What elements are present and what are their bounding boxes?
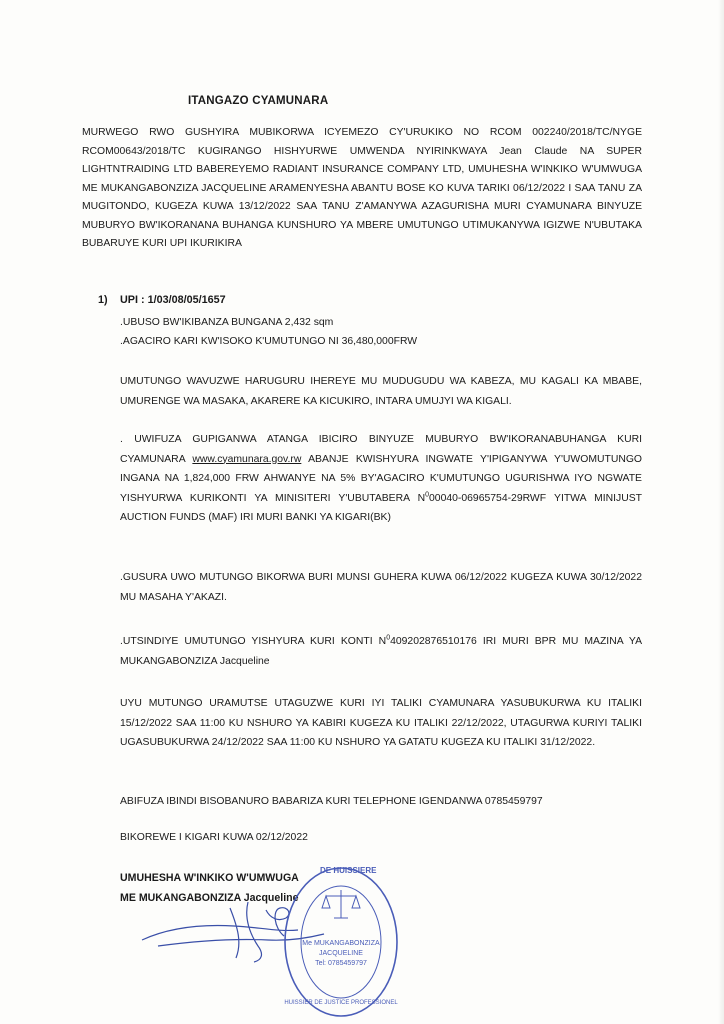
signer-role: UMUHESHA W'INKIKO W'UMWUGA bbox=[120, 872, 299, 884]
signer-name: ME MUKANGABONZIZA Jacqueline bbox=[120, 892, 299, 904]
stamp-line-2: JACQUELINE bbox=[319, 950, 363, 957]
stamp-line-1: Me MUKANGABONZIZA bbox=[302, 940, 380, 947]
visit-paragraph: .GUSURA UWO MUTUNGO BIKORWA BURI MUNSI GUHERA KUWA 06/12/2022 KUGEZA KUWA 30/12/2022 MU MASAHA Y'AKAZI. bbox=[120, 572, 642, 603]
place-date-line: BIKOREWE I KIGARI KUWA 02/12/2022 bbox=[120, 832, 308, 843]
contact-line: ABIFUZA IBINDI BISOBANURO BABARIZA KURI TELEPHONE IGENDANWA 0785459797 bbox=[120, 796, 543, 807]
bid-text-3: 00040-06965754-29RWF YITWA MINIJUST AUCTION FUNDS (MAF) IRI MURI BANKI YA KIGARI(BK) bbox=[120, 492, 642, 523]
document-title: ITANGAZO CYAMUNARA bbox=[188, 95, 329, 107]
winner-superscript: 0 bbox=[386, 634, 391, 642]
intro-paragraph: MURWEGO RWO GUSHYIRA MUBIKORWA ICYEMEZO CY'URUKIKO NO RCOM 002240/2018/TC/NYGE RCOM00643/2018/TC KUGIRANGO HISHYURWE UMWENDA NYIRINKWAYA Jean Claude NA SUPER LIGHTNTRAIDING LTD BABEREYEMO RADIANT INSURANCE COMPANY LTD, UMUHESHA W'INKIKO W'UMWUGA ME MUKANGABONZIZA JACQUELINE ARAMENYESHA ABANTU BOSE KO KUVA TARIKI 06/12/2022 I SAA TANU ZA MUGITONDO, KUGEZA KUWA 13/12/2022 SAA TANU Z'AMANYWA AZAGURISHA MURI CYAMUNARA BINYUZE MUBURYO BW'IKORANANA BUHANGA KUNSHURO YA MBERE UMUTUNGO UTIMUKANYWA IGIZWE N'UBUTAKA BUBARUYE KURI UPI IKURIKIRA bbox=[82, 127, 642, 249]
bid-paragraph bbox=[120, 430, 642, 528]
upi-list-number: 1) bbox=[98, 294, 108, 306]
upi-heading bbox=[98, 294, 226, 306]
stamp-line-3: Tel: 0785459797 bbox=[315, 960, 367, 967]
stamp-ring-bottom: HUISSIER DE JUSTICE PROFESSIONEL bbox=[284, 1000, 398, 1006]
winner-paragraph bbox=[120, 632, 642, 671]
stamp-ring-top: DE HUISSIERE bbox=[320, 866, 377, 875]
stamp-text-group bbox=[282, 860, 400, 1020]
bid-superscript: 0 bbox=[425, 491, 430, 499]
location-paragraph: UMUTUNGO WAVUZWE HARUGURU IHEREYE MU MUDUGUDU WA KABEZA, MU KAGALI KA MBABE, UMURENGE WA MASAKA, AKARERE KA KICUKIRO, INTARA UMUJYI WA KIGALI. bbox=[120, 376, 642, 407]
page-edge-shadow bbox=[718, 0, 724, 1024]
winner-text-2: 409202876510176 IRI MURI BPR MU MAZINA YA MUKANGABONZIZA Jacqueline bbox=[120, 636, 643, 667]
bid-text-1: . UWIFUZA GUPIGANWA ATANGA IBICIRO BINYUZE MUBURYO BW'IKORANABUHANGA KURI CYAMUNARA bbox=[120, 434, 642, 465]
schedule-paragraph: UYU MUTUNGO URAMUTSE UTAGUZWE KURI IYI TALIKI CYAMUNARA YASUBUKURWA KU ITALIKI 15/12/2022 SAA 11:00 KU NSHURO YA KABIRI KUGEZA KU ITALIKI 22/12/2022, UTAGURWA KURIYI TALIKI UGASUBUKURWA 24/12/2022 SAA 11:00 KU NSHURO YA GATATU KUGEZA KU ITALIKI 31/12/2022. bbox=[120, 698, 642, 748]
bid-text-2: ABANJE KWISHYURA INGWATE Y'IPIGANYWA Y'UWOMUTUNGO INGANA NA 1,824,000 FRW AHWANYE NA 5% BY'AGACIRO K'UMUTUNGO UGURISHWA IYO NGWATE YISHYURWA KURIKONTI YA MINISITERI Y'UBUTABERA N bbox=[120, 453, 642, 504]
winner-text-1: .UTSINDIYE UMUTUNGO YISHYURA KURI KONTI N bbox=[120, 636, 387, 647]
value-line: .AGACIRO KARI KW'ISOKO K'UMUTUNGO NI 36,480,000FRW bbox=[120, 336, 418, 347]
cyamunara-link[interactable]: www.cyamunara.gov.rw bbox=[192, 453, 302, 465]
upi-label: UPI : 1/03/08/05/1657 bbox=[120, 294, 226, 306]
surface-line: .UBUSO BW'IKIBANZA BUNGANA 2,432 sqm bbox=[120, 317, 334, 328]
